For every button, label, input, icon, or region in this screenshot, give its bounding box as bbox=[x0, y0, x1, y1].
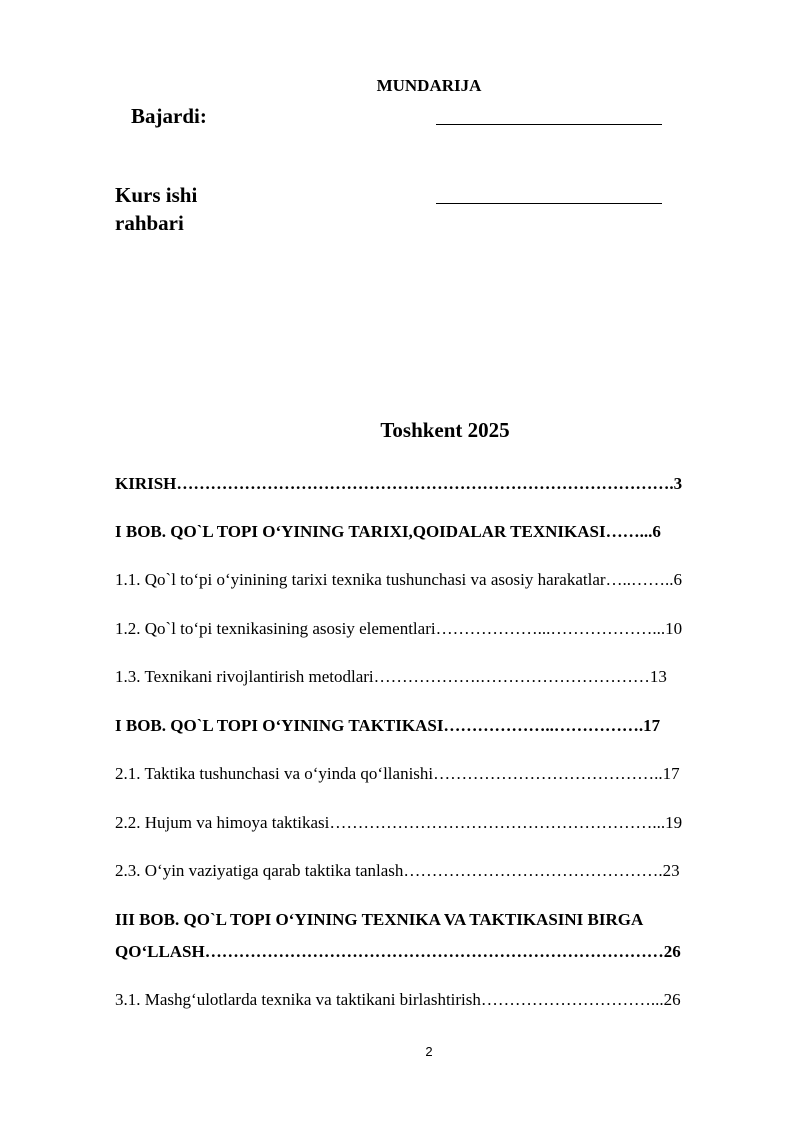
page-title: MUNDARIJA bbox=[376, 76, 482, 95]
toc-entry-chapter-1: I BOB. QO`L TOPI O‘YINING TARIXI,QOIDALAR TEXNIKASI……...6 bbox=[115, 522, 661, 541]
toc-entry-chapter-2: I BOB. QO`L TOPI O‘YINING TAKTIKASI………………..…………….17 bbox=[115, 716, 661, 735]
signature-label-supervisor-line1: Kurs ishi bbox=[115, 183, 198, 207]
signature-label-performer: Bajardi: bbox=[131, 104, 207, 128]
toc-entry-1-2: 1.2. Qo`l to‘pi texnikasining asosiy elementlari………………...………………...10 bbox=[115, 619, 683, 638]
toc-entry-1-1: 1.1. Qo`l to‘pi o‘yinining tarixi texnika tushunchasi va asosiy harakatlar…..……..6 bbox=[115, 570, 683, 589]
signature-line-supervisor bbox=[436, 203, 662, 204]
toc-entry-2-3: 2.3. O‘yin vaziyatiga qarab taktika tanlash……………………………………….23 bbox=[115, 861, 680, 880]
toc-entry-2-1: 2.1. Taktika tushunchasi va o‘yinda qo‘llanishi…………………………………..17 bbox=[115, 764, 680, 783]
signature-label-supervisor-line2: rahbari bbox=[115, 211, 184, 235]
toc-entry-chapter-3-line1: III BOB. QO`L TOPI O‘YINING TEXNIKA VA TAKTIKASINI BIRGA bbox=[115, 910, 644, 929]
signature-line-performer bbox=[436, 124, 662, 125]
page-number: 2 bbox=[425, 1044, 433, 1059]
toc-entry-3-1: 3.1. Mashg‘ulotlarda texnika va taktikani birlashtirish…………………………...26 bbox=[115, 990, 681, 1009]
city-year: Toshkent 2025 bbox=[380, 418, 510, 442]
toc-entry-2-2: 2.2. Hujum va himoya taktikasi…………………………………………………...19 bbox=[115, 813, 683, 832]
toc-entry-kirish: KIRISH…………………………………………………………………………….3 bbox=[115, 474, 683, 493]
toc-entry-chapter-3-line2: QO‘LLASH………………………………………………………………………26 bbox=[115, 942, 681, 961]
toc-entry-1-3: 1.3. Texnikani rivojlantirish metodlari……………….…………………………13 bbox=[115, 667, 667, 686]
